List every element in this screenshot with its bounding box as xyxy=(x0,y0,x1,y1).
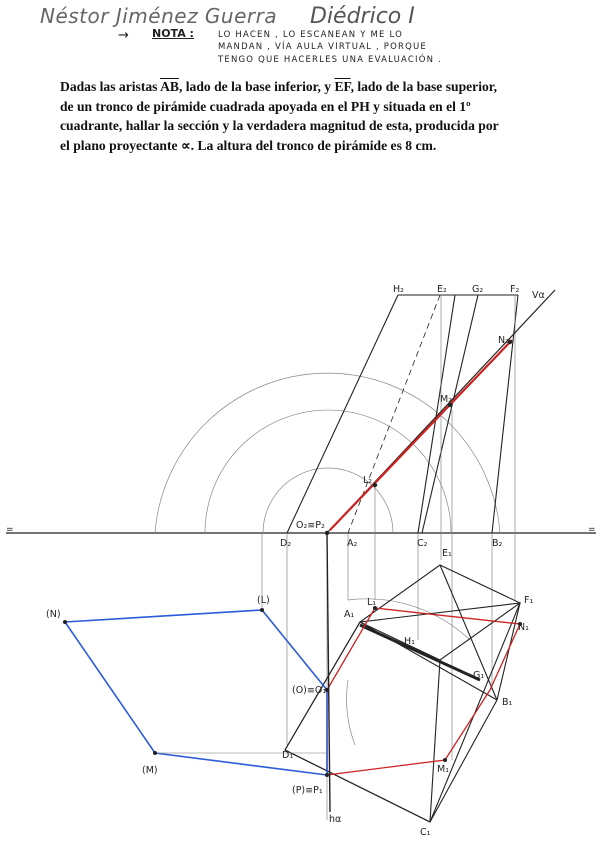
label-c1: C₁ xyxy=(420,827,431,838)
label-h2: H₂ xyxy=(393,284,404,295)
label-l2: L₂ xyxy=(363,475,373,486)
note-line-1: LO HACEN , LO ESCANEAN Y ME LO xyxy=(218,30,404,40)
point-m-rebated xyxy=(153,751,157,755)
elevation-frustum xyxy=(287,295,518,533)
label-a1: A₁ xyxy=(344,609,355,620)
label-g2: G₂ xyxy=(472,284,484,295)
point-n-rebated xyxy=(63,620,67,624)
point-o2 xyxy=(325,531,329,535)
label-n2: N₂ xyxy=(498,335,509,346)
section-plan xyxy=(327,608,520,775)
label-e1: E₁ xyxy=(442,548,452,559)
author-name: Néstor Jiménez Guerra xyxy=(40,4,278,28)
label-b2: B₂ xyxy=(492,538,503,549)
label-h1: H₁ xyxy=(404,636,415,647)
ground-line-mark-right: = xyxy=(588,525,596,535)
label-f2: F₂ xyxy=(510,284,520,295)
point-l-rebated xyxy=(260,608,264,612)
ground-line-mark-left: = xyxy=(6,525,14,535)
point-p1 xyxy=(325,773,329,777)
sheet-title: Diédrico I xyxy=(310,4,415,29)
label-n1: N₁ xyxy=(518,622,529,633)
points xyxy=(63,340,522,777)
label-c2: C₂ xyxy=(417,538,428,549)
label-p1: (P)≡P₁ xyxy=(292,785,323,796)
label-d1: D₁ xyxy=(282,750,294,761)
label-l-rebated: (L) xyxy=(257,595,270,606)
label-l1: L₁ xyxy=(367,597,377,608)
label-v-alpha: Vα xyxy=(532,290,545,301)
label-d2: D₂ xyxy=(280,538,292,549)
label-o1: (O)≡O₁ xyxy=(292,685,327,696)
note-arrow-icon: → xyxy=(118,28,129,43)
point-l2 xyxy=(373,483,377,487)
label-o2p2: O₂≡P₂ xyxy=(296,520,325,531)
label-m-rebated: (M) xyxy=(142,765,158,776)
problem-statement: Dadas las aristas $\overline{AB}$, lado de la base inferior, y $\overline{EF}$, lado de la base superior, de un tronco de pirámide cuadrada apoyada en el PH y situada en el 1º cuadrante, hallar la sección y la verdadera magnitud de esta, producida por el plano proyectante ∝. La altura del tronco de pirámide es 8 cm. xyxy=(60,79,499,153)
note-label: NOTA : xyxy=(152,27,194,40)
label-m2: M₂ xyxy=(440,394,453,405)
label-h-alpha: hα xyxy=(329,814,342,825)
label-g1: G₁ xyxy=(473,670,485,681)
label-a2: A₂ xyxy=(347,538,358,549)
point-m1 xyxy=(443,758,447,762)
note-line-2: MANDAN , VÍA AULA VIRTUAL , PORQUE xyxy=(218,42,427,52)
section-elevation xyxy=(330,340,512,530)
label-e2: E₂ xyxy=(437,284,447,295)
label-n-rebated: (N) xyxy=(46,609,61,620)
label-m1: M₁ xyxy=(437,764,450,775)
label-f1: F₁ xyxy=(524,595,534,606)
note-line-3: TENGO QUE HACERLES UNA EVALUACIÓN . xyxy=(218,55,443,65)
label-b1: B₁ xyxy=(502,697,513,708)
